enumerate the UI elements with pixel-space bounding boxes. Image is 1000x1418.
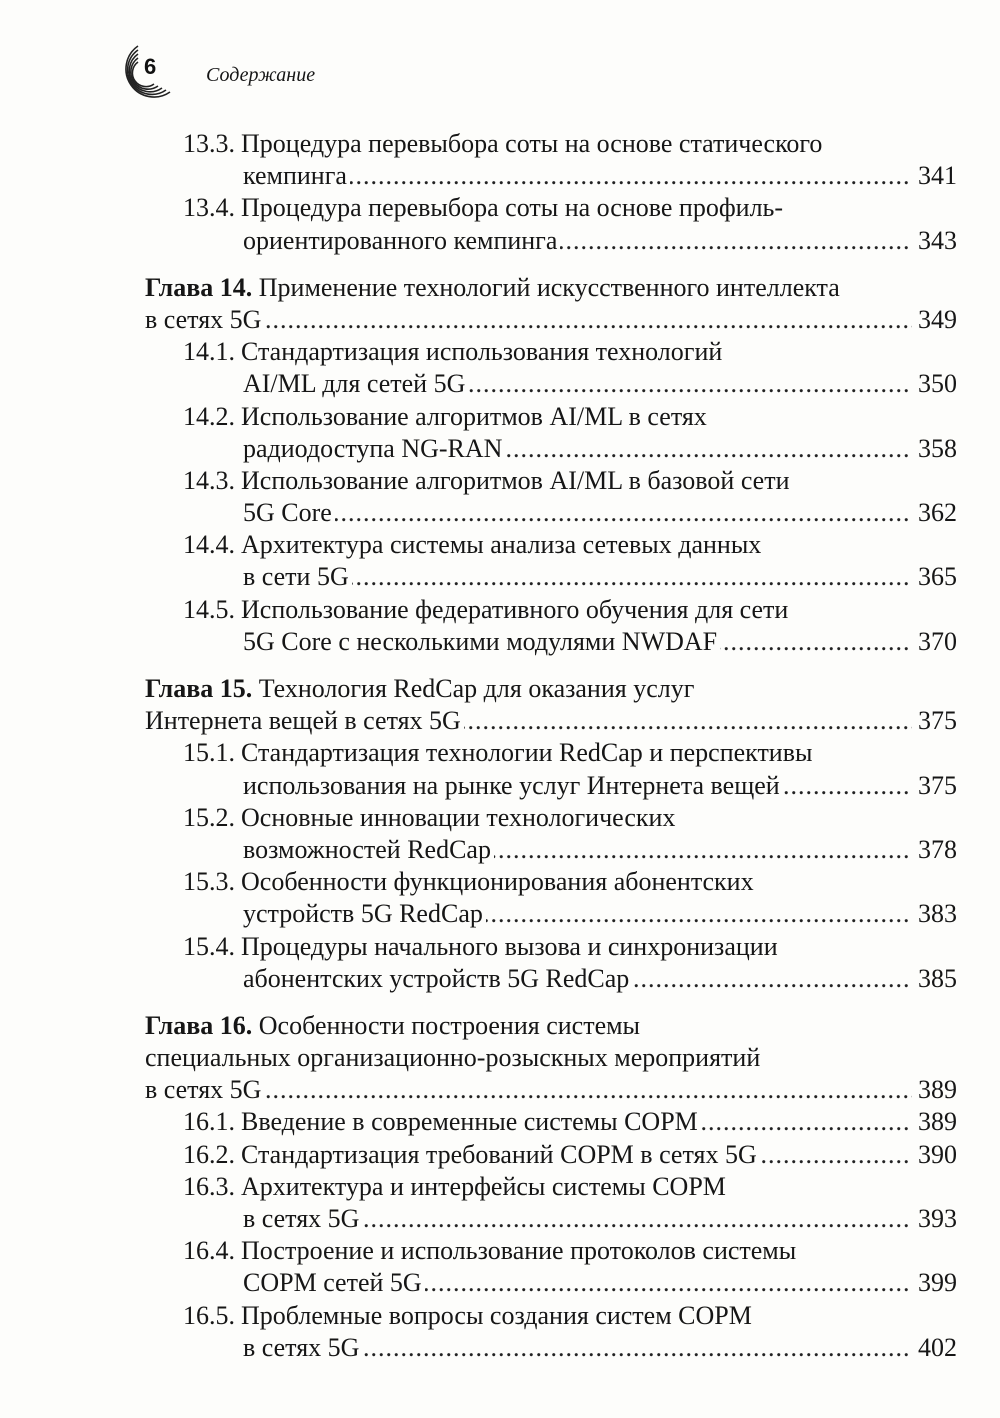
section-number: 14.4. [183,530,235,560]
toc-title-line: абонентских устройств 5G RedCap [243,963,630,993]
toc-text [183,129,825,158]
page-number-ref: 362 [912,497,957,529]
toc-title-line: Стандартизация требований СОРМ в сетях 5G [241,1139,757,1169]
toc-line [183,192,957,224]
toc-item [145,401,957,465]
toc-title-line: 5G Core [243,498,332,528]
section-number: 16.2. [183,1139,235,1169]
toc-title-line: Стандартизация использования технологий [241,337,723,367]
toc-text [183,337,725,366]
toc-text [183,738,815,767]
toc-text [243,226,560,255]
toc-text [243,369,468,398]
toc-title-line: ориентированного кемпинга [243,225,558,255]
toc-item [145,866,957,930]
toc-title-line: в сети 5G [243,562,349,592]
toc-text [183,595,791,624]
toc-line [243,225,957,257]
toc-line [145,673,957,705]
section-number: 16.5. [183,1300,235,1330]
toc-text [183,1172,729,1201]
toc-text [243,627,720,656]
toc-title-line: Использование алгоритмов AI/ML в базовой сети [241,465,790,495]
page-number-ref: 385 [912,963,957,995]
toc-item [145,802,957,866]
toc-chapter [145,673,957,737]
page-number-ref: 375 [912,770,957,802]
chapter-spacer [145,257,957,272]
toc-line [183,401,957,433]
section-number: 13.4. [183,193,235,223]
page-number-ref: 390 [912,1139,957,1171]
toc-text [183,1236,799,1265]
toc-text [243,498,335,527]
toc-text [145,1075,264,1104]
toc-title-line: в сетях 5G [243,1204,360,1233]
section-number: 14.3. [183,465,235,495]
toc-text [243,562,352,591]
toc-line [183,802,957,834]
toc-text [183,803,678,832]
page-number-ref: 370 [912,626,957,658]
toc-item [145,1171,957,1235]
toc-text [183,530,764,559]
toc-text [243,161,350,190]
page-number-ref: 375 [912,705,957,737]
section-number: 16.3. [183,1171,235,1201]
toc-title-line: Стандартизация технологии RedCap и перспективы [241,738,813,768]
toc-line [145,1010,957,1042]
toc-title-line: Применение технологий искусственного интеллекта [258,272,840,302]
section-number: 14.2. [183,401,235,431]
toc-line [183,465,957,497]
chapter-spacer [145,995,957,1010]
toc-line [183,594,957,626]
toc-title-line: Особенности построения системы [258,1010,641,1040]
toc-title-line: AI/ML для сетей 5G [243,369,466,399]
section-number: 15.1. [183,738,235,768]
toc-title-line: Технология RedCap для оказания услуг [258,674,695,703]
toc-title-line: Процедуры начального вызова и синхронизации [241,931,778,961]
page-number-ref: 350 [912,368,957,400]
toc-line [183,336,957,368]
toc-text [183,193,786,222]
section-number: 15.2. [183,802,235,832]
toc-title-line: СОРМ сетей 5G [243,1268,422,1298]
toc-text [243,1204,362,1233]
page-number-ref: 365 [912,561,957,593]
toc-line [243,626,957,658]
toc-line [243,898,957,930]
toc-title-line: в сетях 5G [145,1075,262,1105]
toc-title-line: Построение и использование протоколов системы [241,1236,797,1266]
toc-title-line: использования на рынке услуг Интернета вещей [243,770,780,800]
toc-line [243,561,957,593]
running-head: Содержание [206,64,316,86]
toc-title-line: радиодоступа NG-RAN [243,433,503,463]
page-number: 6 [144,54,157,79]
toc-title-line: в сетях 5G [243,1332,360,1362]
page-number-ref: 389 [912,1106,957,1138]
toc-line [243,963,957,995]
toc-line [183,1235,957,1267]
toc-line [243,1203,957,1235]
toc-item [145,1139,957,1171]
toc-text [243,1268,425,1297]
toc-title-line: Проблемные вопросы создания систем СОРМ [241,1300,752,1330]
toc-text [243,434,505,463]
toc-line [183,931,957,963]
toc-title-line: Использование федеративного обучения для сети [241,594,789,624]
toc-line [183,866,957,898]
toc-title-line: кемпинга [243,161,347,191]
section-number: 16.4. [183,1236,235,1266]
toc-text [183,1140,760,1169]
page-number-ref: 393 [912,1203,957,1235]
toc-text [243,964,632,993]
toc-title-line: возможностей RedCap [243,834,491,864]
toc-line [243,1332,957,1364]
table-of-contents [145,128,957,1364]
toc-line [243,433,957,465]
toc-title-line: устройств 5G RedCap [243,899,483,929]
toc-item [145,931,957,995]
toc-text [145,706,464,735]
toc-text [145,1011,643,1040]
toc-title-line: в сетях 5G [145,304,262,334]
toc-item [145,1235,957,1299]
section-number: 14.5. [183,594,235,624]
toc-text [183,932,781,961]
toc-title-line: специальных организационно-розыскных мероприятий [145,1043,761,1073]
toc-item [145,737,957,801]
toc-text [243,835,494,864]
toc-text [183,1301,755,1330]
toc-line [243,160,957,192]
section-number: 13.3. [183,129,235,158]
toc-line [243,834,957,866]
toc-item [145,1300,957,1364]
toc-title-line: Архитектура и интерфейсы системы СОРМ [241,1171,726,1201]
toc-text [145,305,264,334]
page-number-ref: 399 [912,1267,957,1299]
toc-line [183,1139,957,1171]
toc-line [145,705,957,737]
toc-item [145,529,957,593]
toc-line [243,1267,957,1299]
toc-chapter [145,1010,957,1107]
toc-item [145,465,957,529]
toc-line [183,1300,957,1332]
toc-title-line: Интернета вещей в сетях 5G [145,706,461,736]
toc-text [145,674,697,703]
page-number-ref: 389 [912,1074,957,1106]
toc-line [183,737,957,769]
toc-chapter [145,272,957,336]
toc-title-line: Архитектура системы анализа сетевых данных [241,530,762,560]
toc-item [145,192,957,256]
page-number-ref: 358 [912,433,957,465]
toc-text [243,899,486,928]
toc-title-line: Особенности функционирования абонентских [241,867,754,897]
chapter-label: Глава 14. [145,272,253,302]
page-number-badge [108,40,184,106]
page-number-ref: 378 [912,834,957,866]
toc-line [183,1171,957,1203]
toc-text [145,1043,763,1072]
toc-title-line: Основные инновации технологических [241,802,676,832]
toc-line [145,272,957,304]
toc-title-line: 5G Core с несколькими модулями NWDAF [243,626,718,656]
toc-line [243,497,957,529]
section-number: 14.1. [183,337,235,367]
section-number: 15.4. [183,931,235,961]
toc-item [145,1106,957,1138]
toc-line [145,1074,957,1106]
page-number-ref: 343 [912,225,957,257]
page-number-ref: 383 [912,898,957,930]
toc-title-line: Использование алгоритмов AI/ML в сетях [241,401,707,431]
toc-title-line: Процедура перевыбора соты на основе статического [241,129,823,158]
page-number-ref: 341 [912,160,957,192]
toc-line [183,128,957,160]
toc-item [145,128,957,192]
toc-title-line: Введение в современные системы СОРМ [241,1107,698,1137]
page-number-ref: 349 [912,304,957,336]
toc-text [243,1333,362,1362]
toc-text [243,771,783,800]
toc-text [183,402,710,431]
toc-line [183,529,957,561]
toc-item [145,594,957,658]
toc-line [145,304,957,336]
toc-title-line: Процедура перевыбора соты на основе профиль- [241,193,784,223]
toc-text [183,867,757,896]
chapter-label: Глава 15. [145,674,253,703]
chapter-spacer [145,658,957,673]
section-number: 15.3. [183,867,235,897]
toc-line [183,1106,957,1138]
chapter-label: Глава 16. [145,1010,253,1040]
toc-text [183,1107,701,1136]
toc-text [183,466,793,495]
section-number: 16.1. [183,1107,235,1137]
toc-item [145,336,957,400]
page-number-ref: 402 [912,1332,957,1364]
toc-line [243,368,957,400]
toc-line [243,770,957,802]
toc-text [145,273,843,302]
toc-line [145,1042,957,1074]
